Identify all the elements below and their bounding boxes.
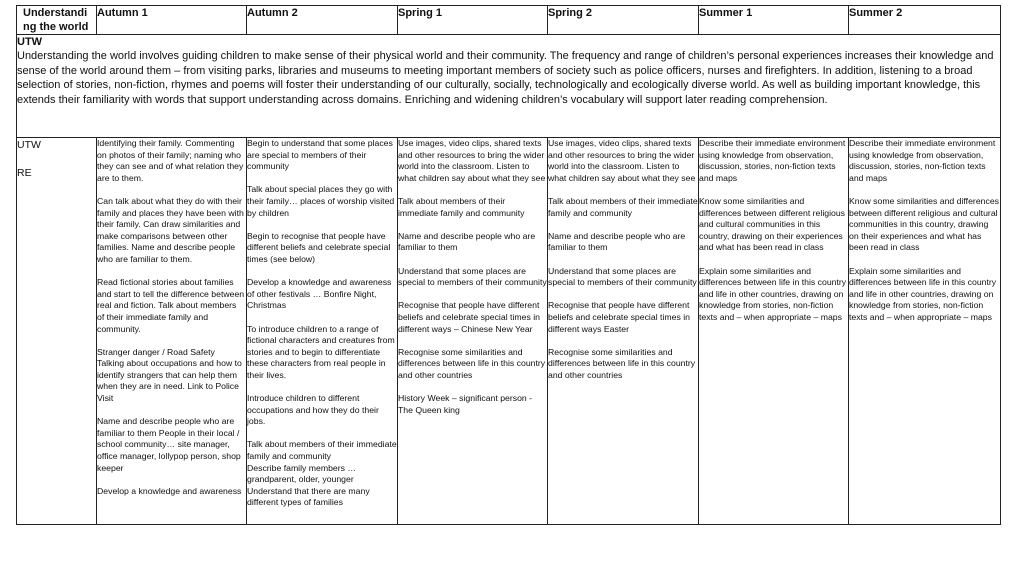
term-heading-summer-1: Summer 1 — [699, 6, 849, 35]
term-heading-autumn-2: Autumn 2 — [247, 6, 398, 35]
content-row — [17, 138, 1001, 525]
term-paragraph: Name and describe people who are familiar to them People in their local / school community… site manager, office manager, lollypop person, shop keeper — [97, 416, 241, 473]
term-paragraph: Name and describe people who are familiar to them — [548, 230, 686, 253]
term-paragraph: Understand that some places are special to members of their community — [548, 265, 697, 288]
term-paragraph: Use images, video clips, shared texts and other resources to bring the wider world into the classroom. Listen to what children say about what they see — [548, 138, 696, 183]
term-paragraph: To introduce children to a range of fictional characters and creatures from stories and to begin to differentiate these characters from real people in their lives. — [247, 323, 395, 380]
term-heading-autumn-1: Autumn 1 — [97, 6, 247, 35]
intro-cell — [17, 35, 1001, 138]
term-cell — [97, 138, 247, 525]
term-paragraph: Talk about special places they go with their family… places of worship visited by children — [247, 184, 395, 218]
term-paragraph: Use images, video clips, shared texts and other resources to bring the wider world into the classroom. Listen to what children say about what they see — [398, 138, 546, 183]
term-heading-spring-2: Spring 2 — [548, 6, 699, 35]
term-heading-summer-2: Summer 2 — [849, 6, 1001, 35]
term-cell — [247, 138, 398, 525]
term-paragraph: Talk about members of their immediate family and community — [398, 195, 525, 218]
term-paragraph: History Week – significant person - The Queen king — [398, 393, 533, 415]
term-paragraph: Talk about members of their immediate family and community — [548, 195, 698, 218]
row-label-re: RE — [17, 167, 32, 179]
term-cell — [548, 138, 699, 525]
term-paragraph: Know some similarities and differences between different religious and cultural communities in this country, drawing on their experiences and what has been read in class — [699, 195, 846, 253]
term-paragraph: Read fictional stories about families and start to tell the difference between real and fiction. Talk about members of their immediate family and community. — [97, 277, 245, 334]
intro-title: UTW — [17, 36, 43, 48]
term-paragraph: Recognise some similarities and differences between life in this country and other countries — [398, 346, 546, 380]
term-paragraph: Know some similarities and differences between different religious and cultural communities in this country, drawing on their experiences and what has been read in class — [849, 195, 1000, 253]
intro-text: Understanding the world involves guiding children to make sense of their physical world and their community. The frequency and range of children’s personal experiences increases their knowledge and sense of the world around them – from visiting parks, libraries and museums to meeting important members of society such as police officers, nurses and firefighters. In addition, listening to a broad selection of stories, non-fiction, rhymes and poems will foster their understanding of our culturally, socially, technologically and ecologically diverse world. As well as building important knowledge, this extends their familiarity with words that support understanding across domains. Enriching and widening children’s vocabulary will support later reading comprehension. — [17, 50, 994, 106]
term-cell — [699, 138, 849, 525]
header-row — [17, 6, 1001, 35]
term-heading-spring-1: Spring 1 — [398, 6, 548, 35]
term-paragraph: Begin to understand that some places are special to members of their community — [247, 138, 393, 172]
term-paragraph: Stranger danger / Road Safety Talking about occupations and how to identify strangers that can help them when they are in need. Link to Police Visit — [97, 346, 242, 404]
area-heading: Understandi ng the world — [17, 6, 97, 35]
term-paragraph: Explain some similarities and differences between life in this country and life in other countries, drawing on knowledge from stories, non-fiction texts and – when appropriate – maps — [849, 265, 997, 322]
term-cell — [849, 138, 1001, 525]
curriculum-table — [16, 5, 1001, 525]
term-paragraph: Recognise that people have different beliefs and celebrate special times in different ways – Chinese New Year — [398, 300, 540, 334]
intro-row — [17, 35, 1001, 138]
term-paragraph: Begin to recognise that people have different beliefs and celebrate special times (see below) — [247, 230, 391, 264]
term-paragraph: Introduce children to different occupations and how they do their jobs. — [247, 393, 379, 427]
term-paragraph: Name and describe people who are familiar to them — [398, 230, 536, 253]
term-paragraph: Describe their immediate environment using knowledge from observation, discussion, stories, non-fiction texts and maps — [849, 138, 996, 183]
term-paragraph: Identifying their family. Commenting on photos of their family; naming who they can see and of what relation they are to them. — [97, 138, 244, 183]
term-paragraph: Develop a knowledge and awareness — [97, 485, 242, 496]
term-paragraph: Understand that some places are special to members of their community — [398, 265, 547, 288]
row-label-utw: UTW — [17, 139, 41, 151]
term-cell — [398, 138, 548, 525]
term-paragraph: Describe their immediate environment using knowledge from observation, discussion, stories, non-fiction texts and maps — [699, 138, 846, 183]
term-paragraph: Talk about members of their immediate family and community Describe family members … grandparent, older, younger Understand that there are many different types of families — [247, 439, 397, 508]
row-label-cell — [17, 138, 97, 525]
term-paragraph: Explain some similarities and differences between life in this country and life in other countries, drawing on knowledge from stories, non-fiction texts and – when appropriate – maps — [699, 265, 847, 322]
term-paragraph: Recognise some similarities and differences between life in this country and other countries — [548, 346, 696, 380]
term-paragraph: Recognise that people have different beliefs and celebrate special times in different ways Easter — [548, 300, 690, 334]
term-paragraph: Can talk about what they do with their family and places they have been with their family. Can draw similarities and make comparisons between other families. Name and describe people who are familiar to them. — [97, 195, 244, 264]
term-paragraph: Develop a knowledge and awareness of other festivals … Bonfire Night, Christmas — [247, 277, 392, 311]
